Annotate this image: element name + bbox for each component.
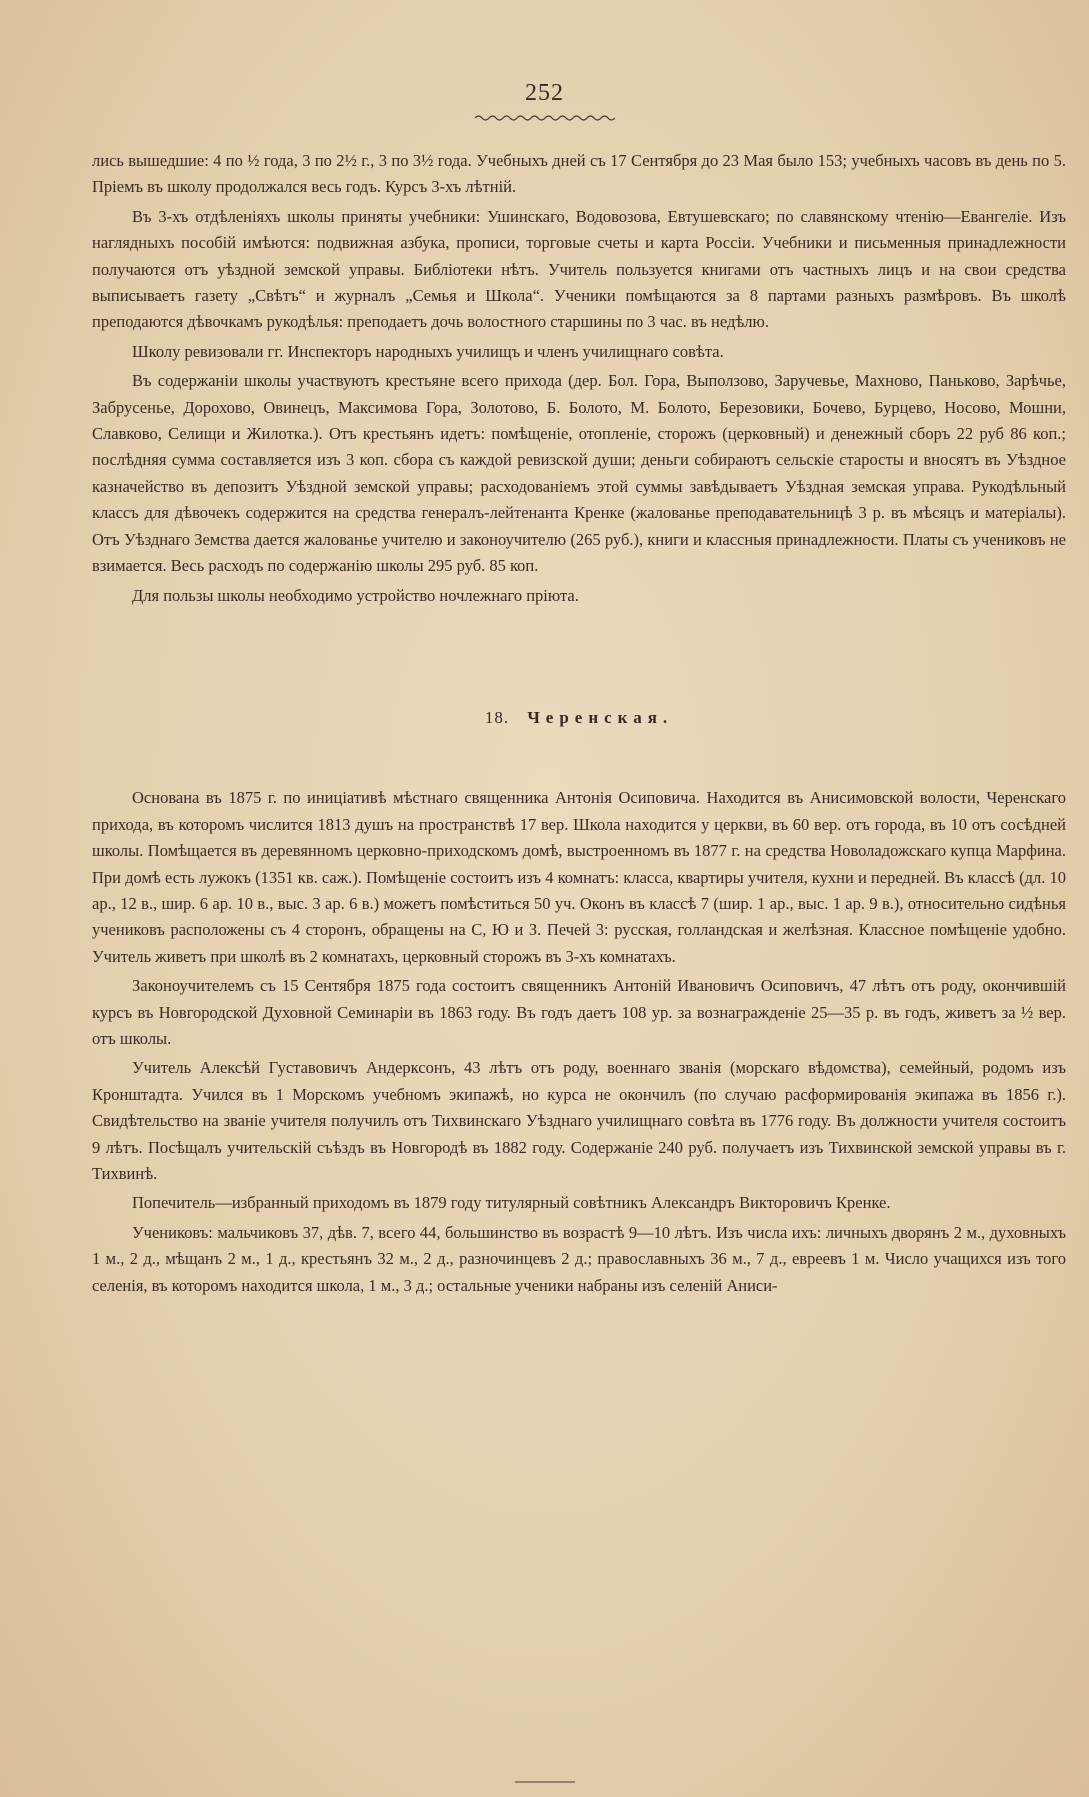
paragraph: Учениковъ: мальчиковъ 37, дѣв. 7, всего 44, большинство въ возрастѣ 9—10 лѣтъ. Изъ числа ихъ: личныхъ дворянъ 2 м., духовныхъ 1 м., 2 д., мѣщанъ 2 м., 1 д., крестьянъ 32 м., 2 д., разночинцевъ 2 д.; православныхъ 36 м., 7 д., евреевъ 1 м. Число учащихся изъ того селенія, въ которомъ находится школа, 1 м., 3 д.; остальные ученики набраны изъ селеній Аниси- (92, 1222, 1066, 1295)
bottom-ornament-icon (515, 1779, 575, 1785)
paragraph: Основана въ 1875 г. по иниціативѣ мѣстнаго священника Антонія Осиповича. Находится въ Анисимовской волости, Черенскаго прихода, въ которомъ числится 1813 душъ на пространствѣ 17 вер. Школа находится у церкви, въ 60 вер. отъ города, въ 10 отъ сосѣдней школы. Помѣщается въ деревянномъ церковно-приходскомъ домѣ, выстроенномъ въ 1877 г. на средства Новоладожскаго купца Марфина. При домѣ есть лужокъ (1351 кв. саж.). Помѣщеніе состоитъ изъ 4 комнатъ: класса, квартиры учителя, кухни и передней. Въ классѣ (дл. 10 ар., 12 в., шир. 6 ар. 10 в., выс. 3 ар. 6 в.) можетъ помѣститься 50 уч. Оконъ въ классѣ 7 (шир. 1 ар., выс. 1 ар. 9 в.), относительно сидѣнья учениковъ расположены съ 4 сторонъ, обращены на С, Ю и З. Печей 3: русская, голландская и желѣзная. Классное помѣщеніе удобно. Учитель живетъ при школѣ въ 2 комнатахъ, церковный сторожъ въ 3-хъ комнатахъ. (92, 788, 1066, 966)
paragraph: Законоучителемъ съ 15 Сентября 1875 года состоитъ священникъ Антоній Ивановичъ Осиповичъ, 47 лѣтъ отъ роду, окончившій курсъ въ Новгородской Духовной Семинаріи въ 1863 году. Въ годъ даетъ 108 ур. за вознагражденіе 25—35 р. въ годъ, живетъ за ½ вер. отъ школы. (92, 976, 1066, 1048)
paragraph: Въ 3-хъ отдѣленіяхъ школы приняты учебники: Ушинскаго, Водовозова, Евтушевскаго; по славянскому чтенію—Евангеліе. Изъ наглядныхъ пособій имѣются: подвижная азбука, прописи, торговые счеты и карта Россіи. Учебники и письменныя принадлежности получаются отъ уѣздной земской управы. Библіотеки нѣтъ. Учитель пользуется книгами отъ частныхъ лицъ и на свои средства выписываетъ газету „Свѣтъ“ и журналъ „Семья и Школа“. Ученики помѣщаются за 8 партами разныхъ размѣровъ. Въ школѣ преподаются дѣвочкамъ рукодѣлья: преподаетъ дочь волостного старшины по 3 час. въ недѣлю. (92, 206, 1066, 332)
section-title: Черенская. (527, 707, 674, 727)
section-number: 18. (484, 707, 510, 727)
section-heading (92, 705, 1066, 731)
paragraph: Въ содержаніи школы участвуютъ крестьяне всего прихода (дер. Бол. Гора, Выползово, Заручевье, Махново, Паньково, Зарѣчье, Забрусенье, Дорохово, Овинецъ, Максимова Гора, Золотово, Б. Болото, М. Болото, Березовики, Бочево, Бурцево, Носово, Мошни, Славково, Селищи и Жилотка.). Отъ крестьянъ идетъ: помѣщеніе, отопленіе, сторожъ (церковный) и денежный сборъ 22 руб 86 коп.; послѣдняя сумма составляется изъ 3 коп. сбора съ каждой ревизской души; деньги собираютъ сельскіе старосты и вносятъ въ Уѣздное казначейство въ депозитъ Уѣздной земской управы; расходованіемъ этой суммы завѣдываетъ Уѣздная земская управа. Рукодѣльный классъ для дѣвочекъ содержится на средства генералъ-лейтенанта Кренке (жалованье преподавательницѣ 3 р. въ мѣсяцъ и матеріалы). Отъ Уѣзднаго Земства дается жалованье учителю и законоучителю (265 руб.), книги и классныя принадлежности. Платы съ учениковъ не взимается. Весь расходъ по содержанію школы 295 руб. 85 коп. (92, 371, 1066, 576)
page-number-ornament-icon (475, 114, 615, 122)
paragraph: Учитель Алексѣй Густавовичъ Андерксонъ, 43 лѣтъ отъ роду, военнаго званія (морскаго вѣдомства), семейный, родомъ изъ Кронштадта. Учился въ 1 Морскомъ учебномъ экипажѣ, но курса не окончилъ (по случаю расформированія экипажа въ 1856 г.). Свидѣтельство на званіе учителя получилъ отъ Тихвинскаго Уѣзднаго училищнаго совѣта въ 1776 году. Въ должности учителя состоитъ 9 лѣтъ. Посѣщалъ учительскій съѣздъ въ Новгородѣ въ 1882 году. Содержаніе 240 руб. получаетъ изъ Тихвинской земской управы въ г. Тихвинѣ. (92, 1058, 1066, 1183)
paragraph: Для пользы школы необходимо устройство ночлежнаго пріюта. (132, 585, 579, 605)
page-number: 252 (525, 80, 564, 106)
paragraph: Попечитель—избранный приходомъ въ 1879 году титулярный совѣтникъ Александръ Викторовичъ Кренке. (132, 1193, 891, 1213)
document-body (92, 148, 1066, 1302)
paragraph: лись вышедшие: 4 по ½ года, 3 по 2½ г., 3 по 3½ года. Учебныхъ дней съ 17 Сентября до 23 Мая было 153; учебныхъ часовъ въ день по 5. Пріемъ въ школу продолжался весь годъ. Курсъ 3-хъ лѣтній. (92, 151, 1066, 197)
paragraph: Школу ревизовали гг. Инспекторъ народныхъ училищъ и членъ училищнаго совѣта. (132, 341, 724, 361)
